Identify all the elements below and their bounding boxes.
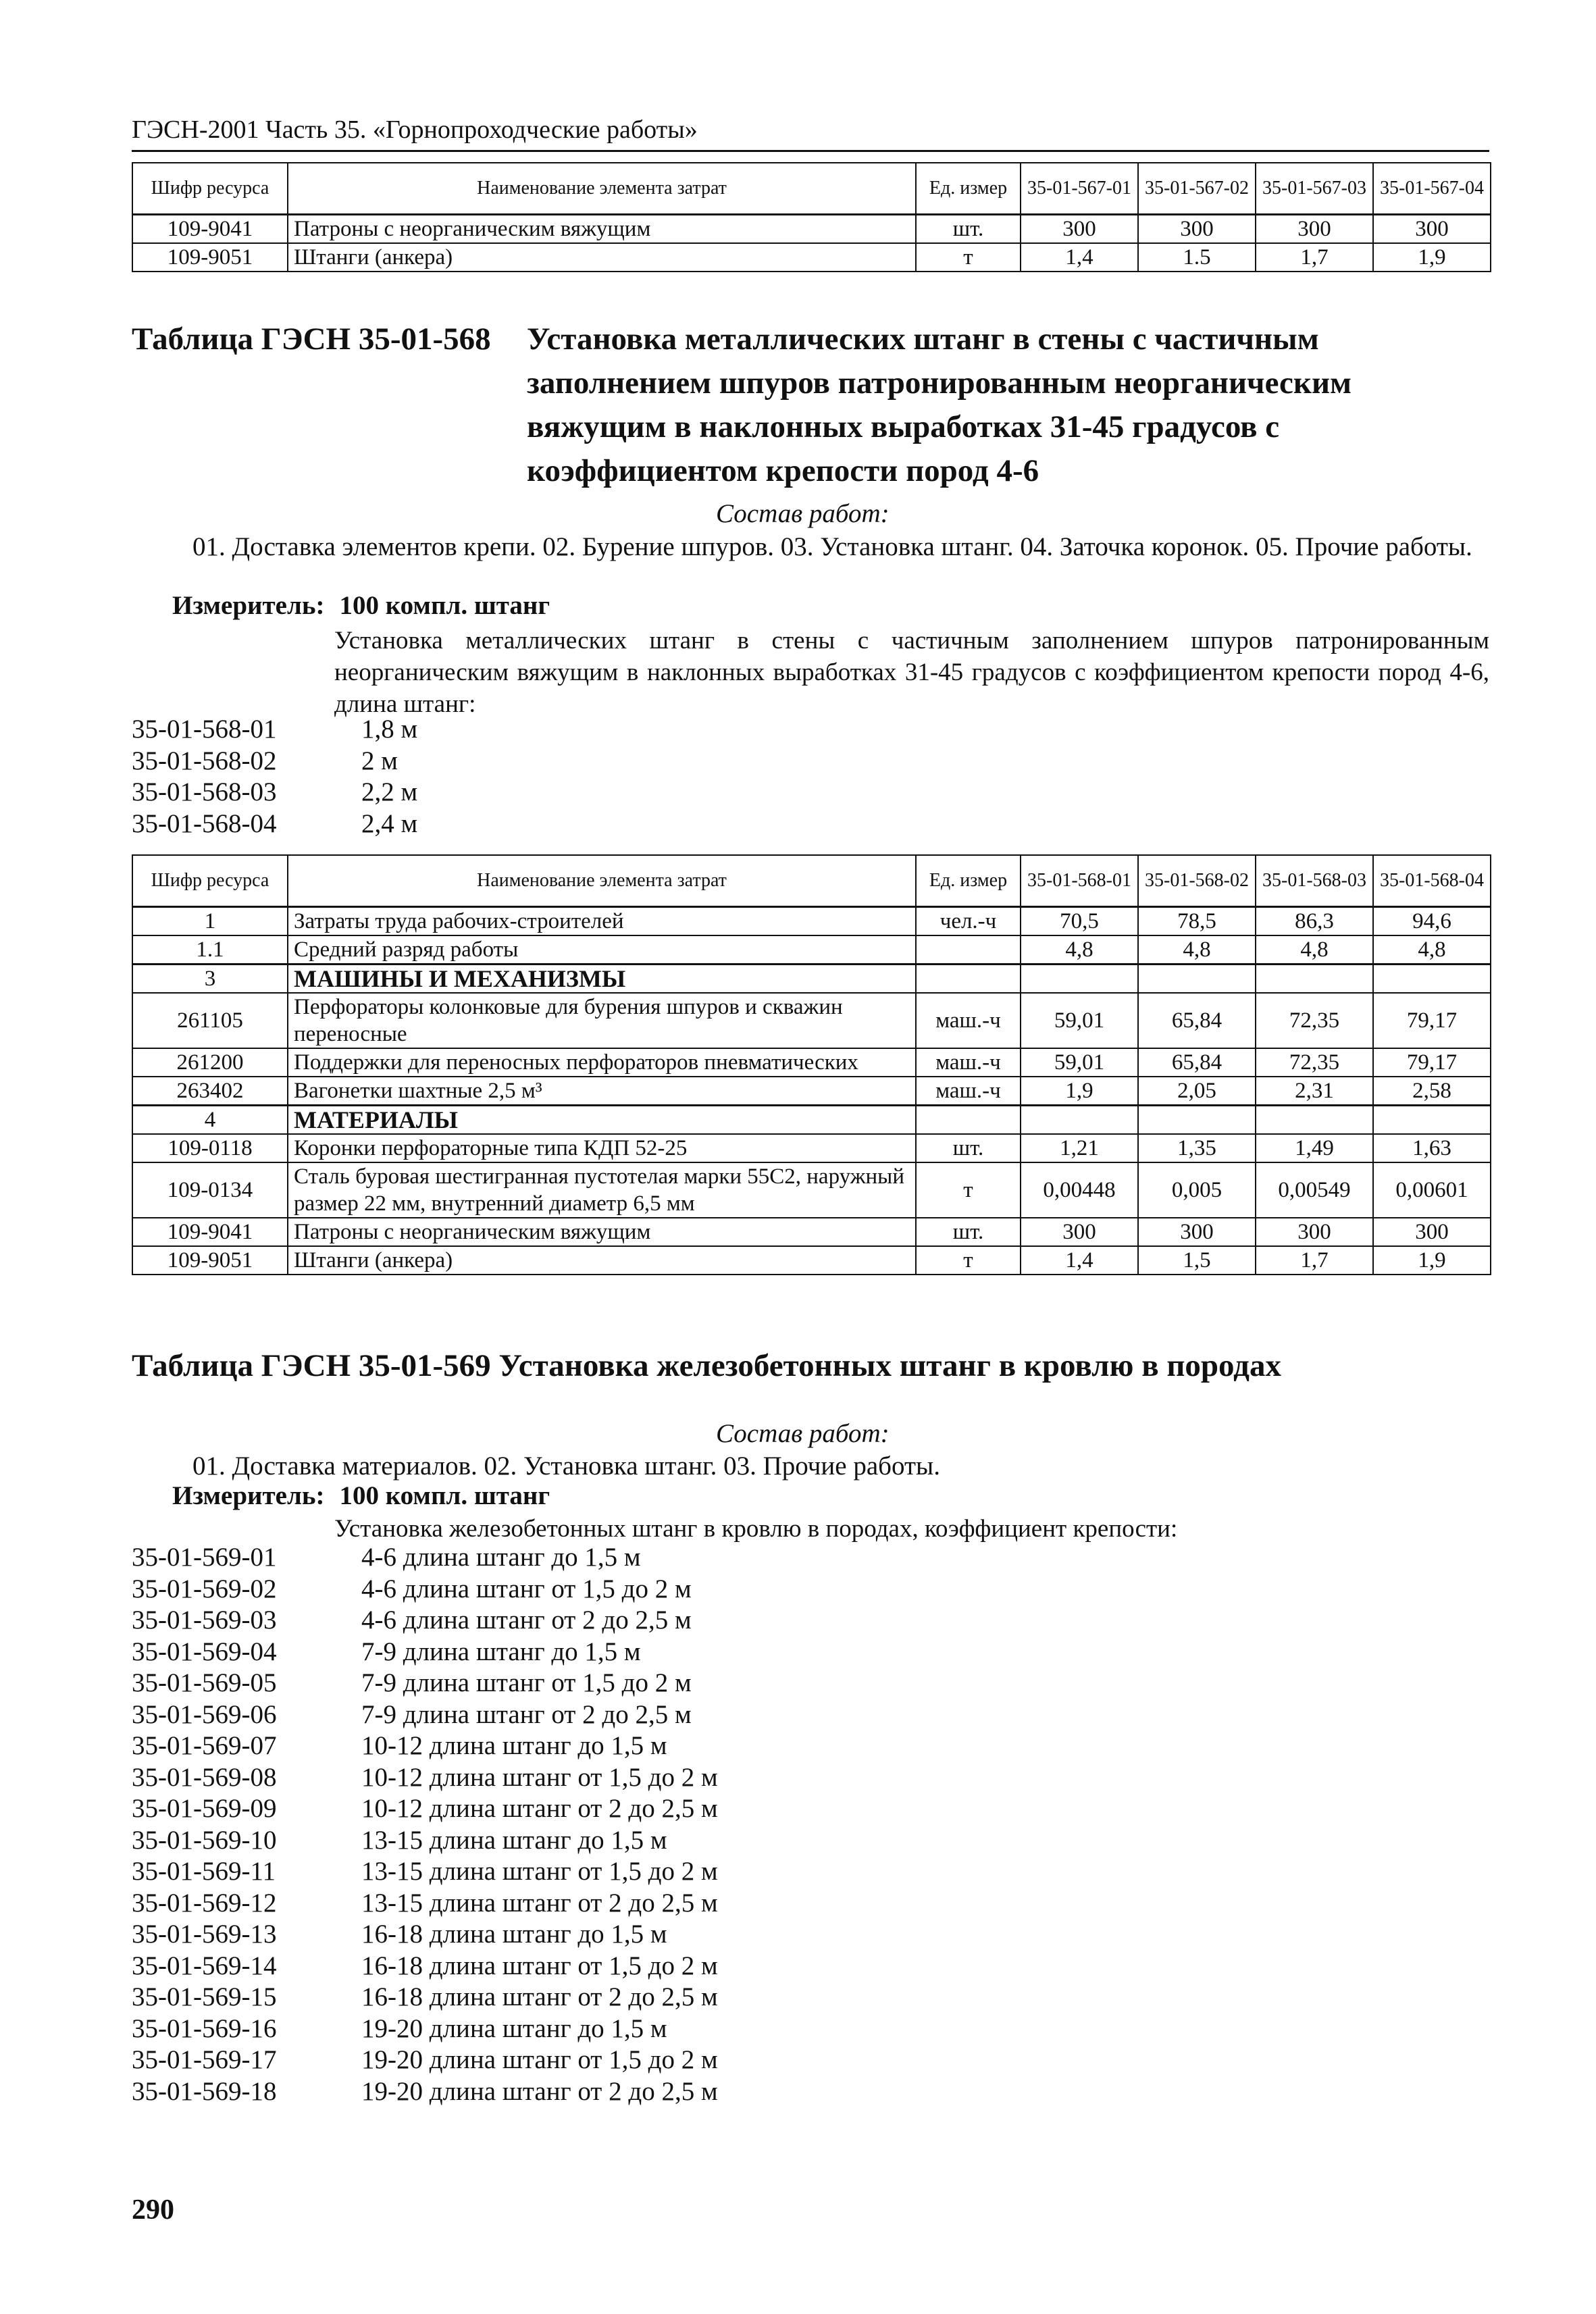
resource-code-cell: 109-0134 <box>132 1162 288 1218</box>
norm-description: 7-9 длина штанг до 1,5 м <box>361 1637 641 1666</box>
resource-code-cell: 261200 <box>132 1048 288 1077</box>
measure-value: 100 компл. штанг <box>339 591 550 620</box>
value-cell: 0,00448 <box>1021 1162 1138 1218</box>
table-row <box>132 214 1491 243</box>
value-cell: 1,49 <box>1256 1134 1373 1162</box>
value-cell: 2,31 <box>1256 1077 1373 1106</box>
norm-code: 35-01-569-16 <box>132 2013 277 2043</box>
element-name-cell: Патроны с неорганическим вяжущим <box>288 1218 916 1246</box>
value-cell: 1,9 <box>1021 1077 1138 1106</box>
norm-code-row <box>132 1951 718 1982</box>
table-567-tail <box>132 162 1491 272</box>
norm-code: 35-01-569-12 <box>132 1888 277 1918</box>
norm-code: 35-01-569-07 <box>132 1731 277 1760</box>
norm-code-row <box>132 808 417 840</box>
page-number: 290 <box>132 2194 174 2226</box>
header-resource-code: Шифр ресурса <box>132 855 288 906</box>
unit-cell: т <box>916 1246 1021 1275</box>
norm-description: 16-18 длина штанг до 1,5 м <box>361 1920 667 1949</box>
value-cell: 1,35 <box>1138 1134 1256 1162</box>
norm-description: 10-12 длина штанг от 2 до 2,5 м <box>361 1794 718 1823</box>
value-cell: 0,005 <box>1138 1162 1256 1218</box>
value-cell: 1,4 <box>1021 1246 1138 1275</box>
norm-description: 19-20 длина штанг до 1,5 м <box>361 2013 667 2043</box>
unit-cell: маш.-ч <box>916 1077 1021 1106</box>
resource-code-cell: 109-0118 <box>132 1134 288 1162</box>
element-name-cell: Патроны с неорганическим вяжущим <box>288 214 916 243</box>
value-cell: 0,00549 <box>1256 1162 1373 1218</box>
header-col-4: 35-01-568-04 <box>1373 855 1491 906</box>
norm-code-row <box>132 1574 718 1605</box>
unit-cell: т <box>916 243 1021 272</box>
norm-code: 35-01-569-01 <box>132 1543 277 1572</box>
norm-code: 35-01-569-10 <box>132 1825 277 1855</box>
norm-code-row <box>132 1982 718 2013</box>
value-cell: 0,00601 <box>1373 1162 1491 1218</box>
header-element-name: Наименование элемента затрат <box>288 855 916 906</box>
value-cell: 86,3 <box>1256 906 1373 935</box>
table-row <box>132 906 1491 935</box>
value-cell: 1,21 <box>1021 1134 1138 1162</box>
value-cell: 300 <box>1021 1218 1138 1246</box>
norm-description: 4-6 длина штанг от 1,5 до 2 м <box>361 1574 692 1603</box>
element-name-cell: Вагонетки шахтные 2,5 м³ <box>288 1077 916 1106</box>
value-cell: 79,17 <box>1373 993 1491 1048</box>
norm-description: 2,4 м <box>361 808 418 838</box>
norm-code: 35-01-568-02 <box>132 746 277 775</box>
norm-code-row <box>132 1730 718 1762</box>
measure-line <box>172 590 550 621</box>
norm-code: 35-01-569-05 <box>132 1668 277 1697</box>
empty-cell <box>1256 964 1373 993</box>
value-cell: 1,63 <box>1373 1134 1491 1162</box>
value-cell: 4,8 <box>1256 935 1373 965</box>
value-cell: 1,9 <box>1373 243 1491 272</box>
norm-description: 4-6 длина штанг до 1,5 м <box>361 1543 641 1572</box>
table-row <box>132 935 1491 965</box>
table-row <box>132 1218 1491 1246</box>
norm-code-row <box>132 1668 718 1699</box>
empty-cell <box>1373 1105 1491 1134</box>
header-resource-code: Шифр ресурса <box>132 163 288 214</box>
norm-code-row <box>132 1637 718 1668</box>
table-row <box>132 1134 1491 1162</box>
empty-cell <box>1138 964 1256 993</box>
unit-cell: т <box>916 1162 1021 1218</box>
value-cell: 4,8 <box>1021 935 1138 965</box>
element-name-cell: Штанги (анкера) <box>288 243 916 272</box>
norm-code: 35-01-569-14 <box>132 1951 277 1980</box>
value-cell: 300 <box>1256 1218 1373 1246</box>
norm-code: 35-01-569-06 <box>132 1699 277 1729</box>
running-header: ГЭСН-2001 Часть 35. «Горнопроходческие работы» <box>132 115 698 144</box>
norm-description: 7-9 длина штанг от 2 до 2,5 м <box>361 1699 692 1729</box>
norm-code-row <box>132 1888 718 1920</box>
element-name-cell: Затраты труда рабочих-строителей <box>288 906 916 935</box>
value-cell: 72,35 <box>1256 993 1373 1048</box>
section-row <box>132 964 1491 993</box>
header-rule <box>132 150 1489 152</box>
norm-code: 35-01-569-03 <box>132 1605 277 1635</box>
norm-description: 10-12 длина штанг от 1,5 до 2 м <box>361 1762 718 1792</box>
header-unit: Ед. измер <box>916 163 1021 214</box>
unit-cell <box>916 935 1021 965</box>
norm-description: 2,2 м <box>361 777 418 806</box>
element-name-cell: Сталь буровая шестигранная пустотелая марки 55С2, наружный размер 22 мм, внутренний диаметр 6,5 мм <box>288 1162 916 1218</box>
table-row <box>132 993 1491 1048</box>
element-name-cell: Поддержки для переносных перфораторов пневматических <box>288 1048 916 1077</box>
header-element-name: Наименование элемента затрат <box>288 163 916 214</box>
norm-code: 35-01-568-01 <box>132 715 277 744</box>
norm-code: 35-01-569-11 <box>132 1857 276 1886</box>
table-569-title: Таблица ГЭСН 35-01-569 Установка железобетонных штанг в кровлю в породах <box>132 1348 1281 1383</box>
measure-label: Измеритель: <box>172 591 325 620</box>
resource-code-cell: 1.1 <box>132 935 288 965</box>
value-cell: 300 <box>1138 214 1256 243</box>
norm-code-row <box>132 1825 718 1857</box>
table-row <box>132 1048 1491 1077</box>
unit-cell: маш.-ч <box>916 993 1021 1048</box>
norm-code-row <box>132 1919 718 1951</box>
value-cell: 65,84 <box>1138 993 1256 1048</box>
value-cell: 1,7 <box>1256 1246 1373 1275</box>
work-composition-text: 01. Доставка материалов. 02. Установка штанг. 03. Прочие работы. <box>192 1451 940 1481</box>
norm-description: 4-6 длина штанг от 2 до 2,5 м <box>361 1605 692 1635</box>
unit-cell: чел.-ч <box>916 906 1021 935</box>
work-composition-text: 01. Доставка элементов крепи. 02. Бурение шпуров. 03. Установка штанг. 04. Заточка коронок. 05. Прочие работы. <box>192 532 1472 561</box>
norm-description: 16-18 длина штанг от 1,5 до 2 м <box>361 1951 718 1980</box>
norm-code: 35-01-568-04 <box>132 808 277 838</box>
resource-code-cell: 1 <box>132 906 288 935</box>
norm-code-row <box>132 1856 718 1888</box>
measure-value: 100 компл. штанг <box>339 1481 550 1510</box>
norm-description: 13-15 длина штанг до 1,5 м <box>361 1825 667 1855</box>
measure-line <box>172 1481 550 1511</box>
resource-code-cell: 109-9041 <box>132 214 288 243</box>
norm-code-row <box>132 714 417 746</box>
section-heading-cell: МАТЕРИАЛЫ <box>288 1105 916 1134</box>
table-row <box>132 243 1491 272</box>
header-col-1: 35-01-568-01 <box>1021 855 1138 906</box>
norm-description: 16-18 длина штанг от 2 до 2,5 м <box>361 1982 718 2011</box>
norm-description: 10-12 длина штанг до 1,5 м <box>361 1731 667 1760</box>
norm-code: 35-01-569-13 <box>132 1920 277 1949</box>
value-cell: 1,5 <box>1138 1246 1256 1275</box>
empty-cell <box>916 1105 1021 1134</box>
resource-code-cell: 4 <box>132 1105 288 1134</box>
element-name-cell: Коронки перфораторные типа КДП 52-25 <box>288 1134 916 1162</box>
resource-code-cell: 261105 <box>132 993 288 1048</box>
norm-code-row <box>132 777 417 808</box>
norm-code: 35-01-569-15 <box>132 1982 277 2011</box>
table-568-label: Таблица ГЭСН 35-01-568 <box>132 322 491 357</box>
table-row <box>132 1246 1491 1275</box>
value-cell: 78,5 <box>1138 906 1256 935</box>
norm-code: 35-01-568-03 <box>132 777 277 806</box>
header-col-3: 35-01-567-03 <box>1256 163 1373 214</box>
value-cell: 1,7 <box>1256 243 1373 272</box>
table-row <box>132 1162 1491 1218</box>
value-cell: 59,01 <box>1021 1048 1138 1077</box>
header-col-4: 35-01-567-04 <box>1373 163 1491 214</box>
norm-description: 1,8 м <box>361 715 418 744</box>
resource-code-cell: 263402 <box>132 1077 288 1106</box>
header-unit: Ед. измер <box>916 855 1021 906</box>
norm-description: 2 м <box>361 746 398 775</box>
norm-code-row <box>132 1605 718 1637</box>
value-cell: 59,01 <box>1021 993 1138 1048</box>
value-cell: 300 <box>1373 1218 1491 1246</box>
element-name-cell: Штанги (анкера) <box>288 1246 916 1275</box>
measure-label: Измеритель: <box>172 1481 325 1510</box>
table-569-codes <box>132 1542 718 2107</box>
resource-code-cell: 109-9051 <box>132 243 288 272</box>
work-composition-heading: Состав работ: <box>716 499 890 528</box>
empty-cell <box>1373 964 1491 993</box>
empty-cell <box>1021 964 1138 993</box>
norm-description: 13-15 длина штанг от 2 до 2,5 м <box>361 1888 718 1918</box>
table-568-codes <box>132 714 417 840</box>
value-cell: 1,4 <box>1021 243 1138 272</box>
norm-code-row <box>132 1762 718 1794</box>
value-cell: 300 <box>1021 214 1138 243</box>
value-cell: 300 <box>1256 214 1373 243</box>
value-cell: 72,35 <box>1256 1048 1373 1077</box>
norm-description: 13-15 длина штанг от 1,5 до 2 м <box>361 1857 718 1886</box>
unit-cell: шт. <box>916 1218 1021 1246</box>
resource-code-cell: 3 <box>132 964 288 993</box>
norm-code: 35-01-569-17 <box>132 2045 277 2074</box>
norm-code-row <box>132 2045 718 2076</box>
value-cell: 1.5 <box>1138 243 1256 272</box>
table-568-intro: Установка металлических штанг в стены с частичным заполнением шпуров патронированным неорганическим вяжущим в наклонных выработках 31-45 градусов с коэффициентом крепости пород 4-6, длина штанг: <box>334 627 1489 718</box>
value-cell: 65,84 <box>1138 1048 1256 1077</box>
norm-code-row <box>132 2076 718 2108</box>
value-cell: 2,58 <box>1373 1077 1491 1106</box>
norm-code-row <box>132 1542 718 1574</box>
value-cell: 300 <box>1373 214 1491 243</box>
table-row <box>132 1077 1491 1106</box>
unit-cell: шт. <box>916 1134 1021 1162</box>
unit-cell: маш.-ч <box>916 1048 1021 1077</box>
value-cell: 4,8 <box>1373 935 1491 965</box>
value-cell: 2,05 <box>1138 1077 1256 1106</box>
norm-description: 19-20 длина штанг от 2 до 2,5 м <box>361 2076 718 2106</box>
value-cell: 70,5 <box>1021 906 1138 935</box>
empty-cell <box>1256 1105 1373 1134</box>
value-cell: 94,6 <box>1373 906 1491 935</box>
norm-code-row <box>132 1699 718 1731</box>
resource-code-cell: 109-9041 <box>132 1218 288 1246</box>
norm-description: 7-9 длина штанг от 1,5 до 2 м <box>361 1668 692 1697</box>
section-row <box>132 1105 1491 1134</box>
norm-code: 35-01-569-09 <box>132 1794 277 1823</box>
norm-code: 35-01-569-02 <box>132 1574 277 1603</box>
table-569-intro: Установка железобетонных штанг в кровлю в породах, коэффициент крепости: <box>334 1515 1178 1543</box>
empty-cell <box>1021 1105 1138 1134</box>
value-cell: 4,8 <box>1138 935 1256 965</box>
section-heading-cell: МАШИНЫ И МЕХАНИЗМЫ <box>288 964 916 993</box>
norm-code-row <box>132 1793 718 1825</box>
header-col-3: 35-01-568-03 <box>1256 855 1373 906</box>
value-cell: 79,17 <box>1373 1048 1491 1077</box>
unit-cell: шт. <box>916 214 1021 243</box>
element-name-cell: Средний разряд работы <box>288 935 916 965</box>
table-568 <box>132 854 1491 1275</box>
table-568-description: Установка металлических штанг в стены с частичным заполнением шпуров патронированным неорганическим вяжущим в наклонных выработках 31-45 градусов с коэффициентом крепости пород 4-6 <box>527 322 1352 488</box>
table-568-title <box>132 317 1486 493</box>
header-col-2: 35-01-568-02 <box>1138 855 1256 906</box>
value-cell: 300 <box>1138 1218 1256 1246</box>
header-col-2: 35-01-567-02 <box>1138 163 1256 214</box>
norm-code: 35-01-569-08 <box>132 1762 277 1792</box>
resource-code-cell: 109-9051 <box>132 1246 288 1275</box>
empty-cell <box>1138 1105 1256 1134</box>
norm-code: 35-01-569-18 <box>132 2076 277 2106</box>
value-cell: 1,9 <box>1373 1246 1491 1275</box>
work-composition-heading: Состав работ: <box>716 1419 890 1448</box>
norm-code-row <box>132 2013 718 2045</box>
norm-code: 35-01-569-04 <box>132 1637 277 1666</box>
norm-description: 19-20 длина штанг от 1,5 до 2 м <box>361 2045 718 2074</box>
element-name-cell: Перфораторы колонковые для бурения шпуров и скважин переносные <box>288 993 916 1048</box>
norm-code-row <box>132 746 417 777</box>
header-col-1: 35-01-567-01 <box>1021 163 1138 214</box>
empty-cell <box>916 964 1021 993</box>
